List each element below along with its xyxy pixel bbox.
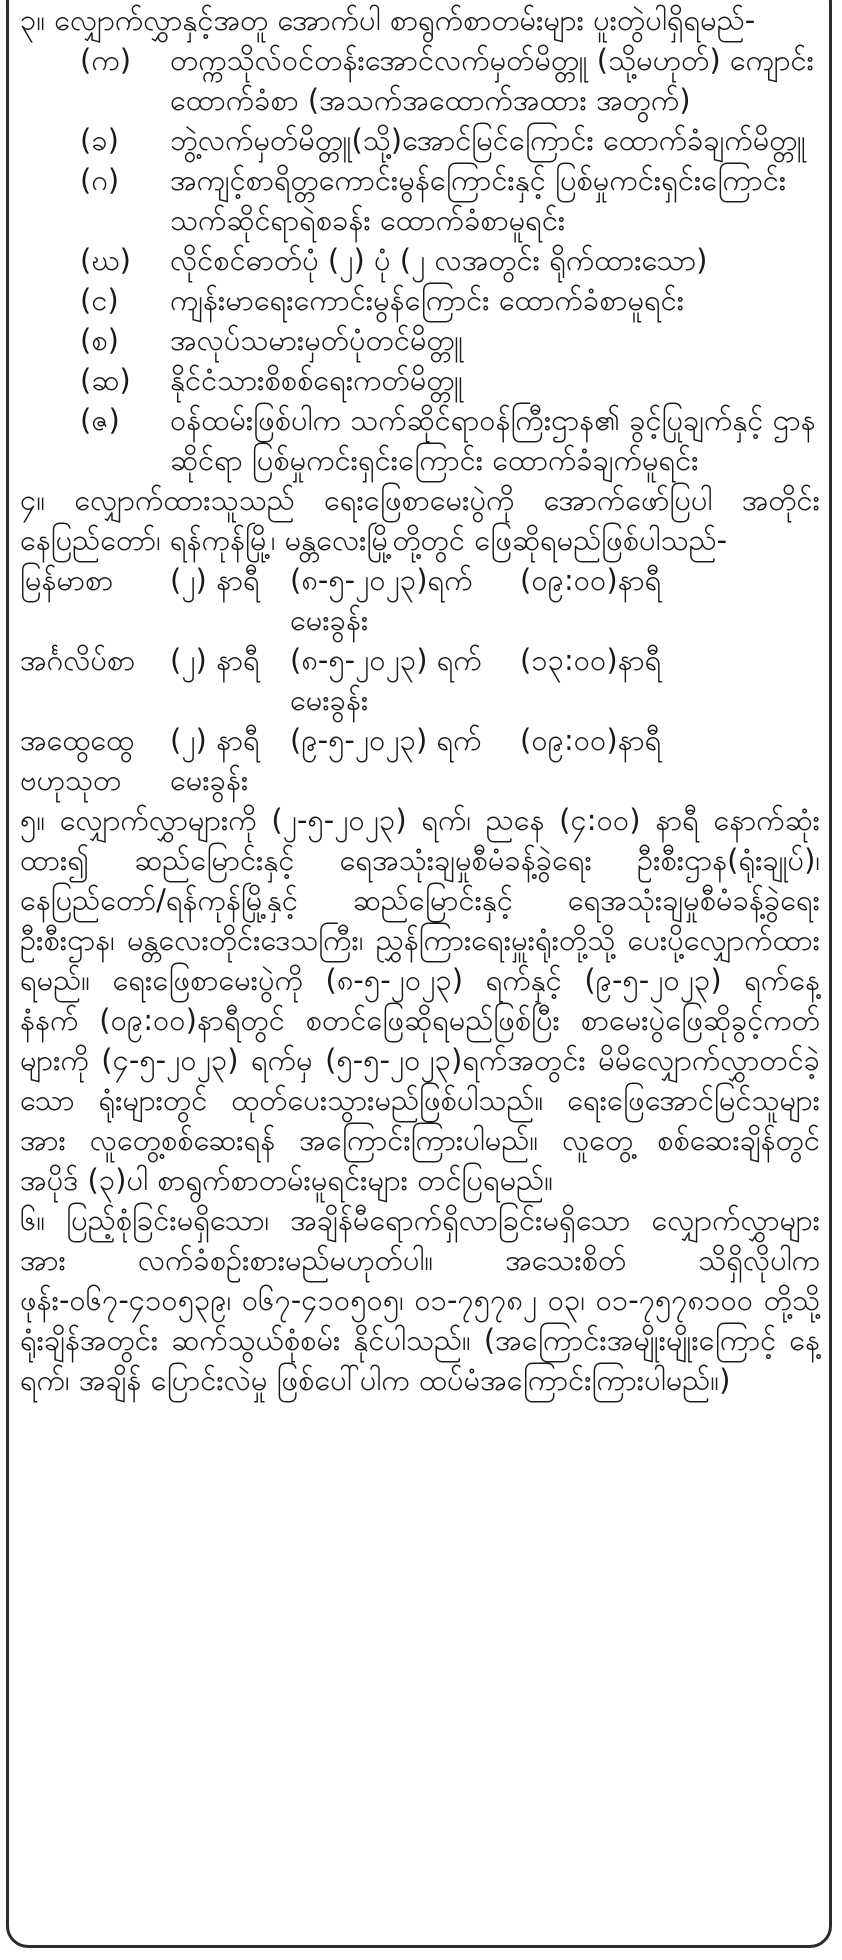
schedule-time: (၁၃:၀၀)နာရီ bbox=[520, 643, 662, 677]
list-number: (က) bbox=[80, 43, 132, 77]
schedule-subject: မြန်မာစာ bbox=[20, 563, 114, 597]
list-text: ဘွဲ့လက်မှတ်မိတ္တူ(သို့)အောင်မြင်ကြောင်း ထောက်ခံချက်မိတ္တူ bbox=[170, 123, 806, 157]
schedule-duration: (၂) နာရီ bbox=[170, 643, 260, 677]
schedule-row-myanmar bbox=[20, 560, 820, 640]
schedule-duration: (၂) နာရီ bbox=[170, 563, 260, 597]
list-number: (ဂ) bbox=[80, 163, 120, 197]
schedule-subject: အထွေထွေ bbox=[20, 723, 135, 757]
list-number: (ဆ) bbox=[80, 363, 131, 397]
schedule-row-general bbox=[20, 720, 820, 800]
document-body bbox=[20, 0, 820, 1400]
schedule-date: (၈-၅-၂၀၂၃) ရက် bbox=[290, 643, 482, 677]
list-text: ကျန်းမာရေးကောင်းမွန်ကြောင်း ထောက်ခံစာမူရင်း bbox=[170, 283, 685, 317]
para5: ၅။ လျှောက်လွှာများကို (၂-၅-၂၀၂၃) ရက်၊ ညနေ (၄:၀၀) နာရီ နောက်ဆုံးထား၍ ဆည်မြောင်းနှင့် ရေအသုံးချမှုစီမံခန့်ခွဲရေး ဦးစီးဌာန(ရုံးချုပ်)၊ နေပြည်တော်/ရန်ကုန်မြို့နှင့် ဆည်မြောင်းနှင့် ရေအသုံးချမှုစီမံခန့်ခွဲရေးဦးစီးဌာန၊ မန္တလေးတိုင်းဒေသကြီး၊ ညွှန်ကြားရေးမှူးရုံးတို့သို့ ပေးပို့လျှောက်ထားရမည်။ ရေးဖြေစာမေးပွဲကို (၈-၅-၂၀၂၃) ရက်နှင့် (၉-၅-၂၀၂၃) ရက်နေ့ နံနက် (၀၉:၀၀)နာရီတွင် စတင်ဖြေဆိုရမည်ဖြစ်ပြီး စာမေးပွဲဖြေဆိုခွင့်ကတ်များကို (၄-၅-၂၀၂၃) ရက်မှ (၅-၅-၂၀၂၃)ရက်အတွင်း မိမိလျှောက်လွှာတင်ခဲ့သော ရုံးများတွင် ထုတ်ပေးသွားမည်ဖြစ်ပါသည်။ ရေးဖြေအောင်မြင်သူများအား လူတွေ့စစ်ဆေးရန် အကြောင်းကြားပါမည်။ လူတွေ့ စစ်ဆေးချိန်တွင် အပိုဒ် (၃)ပါ စာရွက်စာတမ်းမူရင်းများ တင်ပြရမည်။ bbox=[20, 803, 820, 1197]
list-item bbox=[20, 120, 820, 160]
list-number: (ဃ) bbox=[80, 243, 131, 277]
schedule-subject: အင်္ဂလိပ်စာ bbox=[20, 643, 136, 677]
list-text: အလုပ်သမားမှတ်ပုံတင်မိတ္တူ bbox=[170, 323, 464, 357]
document-list bbox=[20, 40, 820, 480]
schedule-time: (၀၉:၀၀)နာရီ bbox=[520, 723, 662, 757]
para6: ၆။ ပြည့်စုံခြင်းမရှိသော၊ အချိန်မီရောက်ရှိလာခြင်းမရှိသော လျှောက်လွှာများအား လက်ခံစဉ်းစားမည်မဟုတ်ပါ။ အသေးစိတ် သိရှိလိုပါက ဖုန်း-၀၆၇-၄၁၀၅၃၉၊ ၀၆၇-၄၁၀၅၀၅၊ ၀၁-၇၅၇၈၂ ၀၃၊ ၀၁-၇၅၇၈၁၀၀ တို့သို့ ရုံးချိန်အတွင်း ဆက်သွယ်စုံစမ်း နိုင်ပါသည်။ (အကြောင်းအမျိုးမျိုးကြောင့် နေ့ရက်၊ အချိန် ပြောင်းလဲမှု ဖြစ်ပေါ်ပါက ထပ်မံအကြောင်းကြားပါမည်။) bbox=[20, 1203, 820, 1397]
para4-intro: ၄။ လျှောက်ထားသူသည် ရေးဖြေစာမေးပွဲကို အောက်ဖော်ပြပါ အတိုင်း နေပြည်တော်၊ ရန်ကုန်မြို့၊ မန္တလေးမြို့တို့တွင် ဖြေဆိုရမည်ဖြစ်ပါသည်- bbox=[20, 483, 820, 557]
schedule-sub-label: မေးခွန်း bbox=[290, 683, 369, 717]
list-item bbox=[20, 280, 820, 320]
para3-intro: ၃။ လျှောက်လွှာနှင့်အတူ အောက်ပါ စာရွက်စာတမ်းများ ပူးတွဲပါရှိရမည်- bbox=[20, 3, 756, 37]
list-text: အကျင့်စာရိတ္တကောင်းမွန်ကြောင်းနှင့် ပြစ်မှုကင်းရှင်းကြောင်း သက်ဆိုင်ရာရဲစခန်း ထောက်ခံစာမူရင်း bbox=[170, 163, 787, 237]
list-item bbox=[20, 400, 820, 480]
list-item bbox=[20, 160, 820, 240]
schedule-sub-label: မေးခွန်း bbox=[290, 603, 369, 637]
schedule-date: (၈-၅-၂၀၂၃)ရက် bbox=[290, 563, 473, 597]
list-number: (စ) bbox=[80, 323, 119, 357]
schedule-subject-line2: ဗဟုသုတ bbox=[20, 763, 122, 797]
list-text: ဝန်ထမ်းဖြစ်ပါက သက်ဆိုင်ရာဝန်ကြီးဌာန၏ ခွင့်ပြုချက်နှင့် ဌာနဆိုင်ရာ ပြစ်မှုကင်းရှင်းကြောင်း ထောက်ခံချက်မူရင်း bbox=[170, 403, 816, 477]
list-text: နိုင်ငံသားစိစစ်ရေးကတ်မိတ္တူ bbox=[170, 363, 463, 397]
schedule-date: (၉-၅-၂၀၂၃) ရက် bbox=[290, 723, 482, 757]
list-item bbox=[20, 360, 820, 400]
list-number: (င) bbox=[80, 283, 119, 317]
schedule-duration: (၂) နာရီ bbox=[170, 723, 260, 757]
list-number: (ခ) bbox=[80, 123, 119, 157]
list-number: (ဇ) bbox=[80, 403, 120, 437]
schedule-time: (၀၉:၀၀)နာရီ bbox=[520, 563, 662, 597]
exam-schedule bbox=[20, 560, 820, 800]
list-item bbox=[20, 240, 820, 280]
list-text: လိုင်စင်ဓာတ်ပုံ (၂) ပုံ (၂ လအတွင်း ရိုက်ထားသော) bbox=[170, 243, 708, 277]
list-item bbox=[20, 320, 820, 360]
schedule-sub-label: မေးခွန်း bbox=[170, 763, 249, 797]
list-text: တက္ကသိုလ်ဝင်တန်းအောင်လက်မှတ်မိတ္တူ (သို့မဟုတ်) ကျောင်းထောက်ခံစာ (အသက်အထောက်အထား အတွက်) bbox=[170, 43, 814, 117]
schedule-row-english bbox=[20, 640, 820, 720]
list-item bbox=[20, 40, 820, 120]
